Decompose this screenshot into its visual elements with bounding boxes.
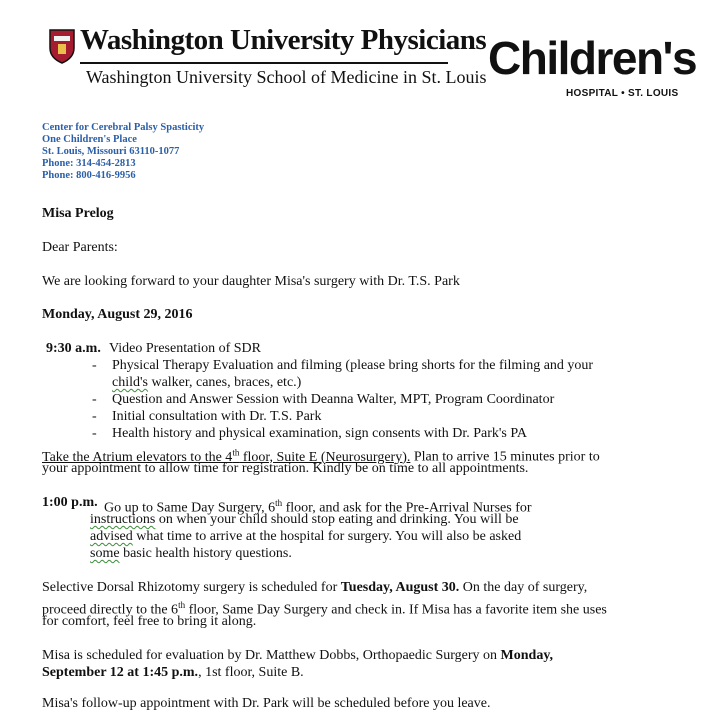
bullet-dash: -: [92, 358, 97, 373]
ordinal-suffix: th: [275, 498, 283, 508]
address-line: Center for Cerebral Palsy Spasticity: [42, 122, 205, 133]
schedule-text-part: Go up to Same Day Surgery, 6: [104, 500, 276, 516]
bullet-dash: -: [92, 409, 97, 424]
spellcheck-word: child's: [112, 375, 148, 390]
atrium-text-rest: Plan to arrive 15 minutes prior to: [410, 449, 600, 465]
surgery-date: Tuesday, August 30.: [340, 580, 460, 595]
address-line: Phone: 800-416-9956: [42, 170, 136, 181]
ortho-text: Misa is scheduled for evaluation by Dr. Matthew Dobbs, Orthopaedic Surgery on: [42, 648, 501, 663]
schedule-text-part: basic health history questions.: [119, 546, 292, 561]
followup-paragraph: Misa's follow-up appointment with Dr. Park will be scheduled before you leave.: [42, 696, 491, 711]
ortho-date: September 12 at 1:45 p.m.: [42, 665, 199, 680]
schedule-time: 1:00 p.m.: [42, 495, 98, 510]
date-heading: Monday, August 29, 2016: [42, 307, 193, 322]
salutation: Dear Parents:: [42, 240, 118, 255]
surgery-text: On the day of surgery,: [459, 580, 588, 595]
bullet-text: Initial consultation with Dr. T.S. Park: [112, 409, 322, 424]
atrium-instructions-line2: your appointment to allow time for registration. Kindly be on time to all appointments.: [42, 461, 529, 476]
ortho-date: Monday,: [500, 648, 554, 663]
patient-heading: Misa Prelog: [42, 206, 114, 221]
wu-school-name: Washington University School of Medicine in St. Louis: [86, 67, 487, 87]
bullet-dash: -: [92, 392, 97, 407]
bullet-text-rest: walker, canes, braces, etc.): [147, 375, 302, 390]
ordinal-suffix: th: [232, 447, 240, 457]
surgery-paragraph-line3: for comfort, feel free to bring it along.: [42, 614, 257, 629]
ortho-text: , 1st floor, Suite B.: [198, 665, 304, 680]
schedule-text-part: on when your child should stop eating and drinking. You will be: [155, 512, 519, 527]
spellcheck-word: some: [90, 546, 120, 561]
intro-paragraph: We are looking forward to your daughter Misa's surgery with Dr. T.S. Park: [42, 274, 460, 289]
ortho-paragraph: [42, 648, 553, 664]
ordinal-suffix: th: [178, 600, 186, 610]
washington-university-shield-logo: [48, 28, 76, 64]
bullet-text-continued: [112, 375, 301, 391]
schedule-text: [90, 529, 521, 545]
address-line: Phone: 314-454-2813: [42, 158, 136, 169]
address-line: One Children's Place: [42, 134, 137, 145]
address-line: St. Louis, Missouri 63110-1077: [42, 146, 180, 157]
schedule-text: [90, 546, 292, 562]
bullet-text: Physical Therapy Evaluation and filming (please bring shorts for the filming and your: [112, 358, 594, 373]
schedule-text: [90, 512, 519, 528]
childrens-hospital-subtitle: HOSPITAL • ST. LOUIS: [566, 88, 679, 99]
atrium-text: floor, Suite E (Neurosurgery).: [239, 449, 411, 465]
letterhead-divider: [80, 62, 448, 64]
bullet-text: Health history and physical examination, sign consents with Dr. Park's PA: [112, 426, 527, 441]
atrium-text: Take the Atrium elevators to the 4: [42, 449, 233, 465]
bullet-dash: -: [92, 426, 97, 441]
wu-physicians-name: Washington University Physicians: [80, 24, 487, 56]
spellcheck-word: advised: [90, 529, 133, 544]
surgery-paragraph: [42, 580, 587, 596]
bullet-text: Question and Answer Session with Deanna Walter, MPT, Program Coordinator: [112, 392, 555, 407]
schedule-title: Video Presentation of SDR: [109, 341, 261, 356]
schedule-time: 9:30 a.m.: [46, 341, 101, 356]
surgery-text: Selective Dorsal Rhizotomy surgery is scheduled for: [42, 580, 341, 595]
childrens-hospital-logo: Children's: [488, 32, 697, 84]
spellcheck-word: instructions: [90, 512, 156, 527]
schedule-text-part: what time to arrive at the hospital for surgery. You will also be asked: [132, 529, 522, 544]
surgery-text: floor, Same Day Surgery and check in. If Misa has a favorite item she uses: [185, 602, 607, 618]
surgery-text: proceed directly to the 6: [42, 602, 179, 618]
ortho-paragraph-line2: [42, 665, 304, 681]
schedule-text-part: floor, and ask for the Pre-Arrival Nurses for: [282, 500, 532, 516]
